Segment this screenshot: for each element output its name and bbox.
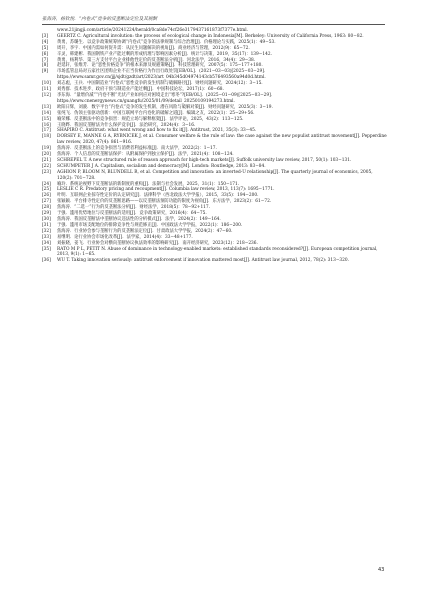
reference-number: [12] [42,92,51,98]
reference-number: [16] [42,122,51,128]
reference-number: [24] [42,181,51,187]
reference-text: 于强．滥用市场支配地位的排除竞争性与规范修正[J]．中国政法大学学报，2022(1)：186−200. [57,222,243,228]
reference-number: [23] [42,169,51,175]
reference-continuation: www.21jingji.com/article/20241224/herald/0ca8de74cf26e3179437161873f7377e.html. [57,28,248,33]
reference-text: AGHION P, BLOOM N, BLUNDELL R, et al. Competition and innovation: an inverted-U relationship[J]. The quarterly journal of economics, 2005, 120(2): 701−728. [57,169,373,181]
reference-text: 喻荣娜．反垄断法中的竞争损害：规范立场与解释框架[J]．法学评论，2025，43(2)：113−125. [57,116,244,122]
reference-text: 赵延轩，张维芳．论“恶性价格竞争”的根本来源及规避策略[J]．科技管理研究，2007(5)：175−177+180. [57,63,263,69]
reference-number: [7] [42,57,49,63]
reference-list [42,28,387,264]
reference-number: [28] [42,205,51,211]
reference-number: [13] [42,104,51,110]
reference-number: [25] [42,187,51,193]
reference-number: [3] [42,33,49,39]
reference-text: 刘振晓，姜飞．行业协会对横向垄断协议执法效率的影响研究[J]．南开经济研究，2023(12)：218−236. [57,240,258,246]
reference-item [42,69,387,81]
reference-text: LESLIE C R. Predatory pricing and recoupment[J]. Columbia law review, 2013, 113(7): 1695−1771. [57,187,275,193]
reference-text: SCHREPEL T. A new structured rule of reason approach for high-tech markets[J]. Suffolk university law review, 2017, 50(1): 103−131. [57,157,352,163]
reference-number: [33] [42,234,51,240]
reference-number: [21] [42,157,51,163]
reference-number: [10] [42,81,51,87]
page-number: 43 [378,567,385,573]
reference-text: 刘志彪，王兵．中国制造业“内卷式”恶性竞争的发生机制与破解路径[J]．财经问题研究，2024(12)：3−15. [57,81,263,87]
reference-item [42,134,387,146]
reference-text: DORSEY E, MANNE G A, RYBNICEK J, et al. Consumer welfare & the rule of law: the case against the new populist antitrust movement[J]. Pepperdine law review, 2020, 47(4): 861−916. [57,134,387,146]
reference-number: [11] [42,87,51,93]
reference-item [42,247,387,259]
reference-number: [6] [42,51,49,57]
reference-text: 黄勇，苏璐生．以竞争政策统筹协调“内卷式”竞争的法律规制与综合治理[J]．价格理论与实践，2025(1)：49−53. [57,39,276,45]
reference-number: [18] [42,134,51,140]
reference-text: 焦海涛．反垄断法上的竞争损害与消费者利益标准[J]．南大法学，2022(2)：1−17. [57,146,217,152]
reference-text: 叶明．互联网企业掠夺性定价的认定研究[J]．法律科学（西北政法大学学报），2015，33(5)：194−200. [57,193,259,199]
reference-item [42,258,387,264]
reference-text: 焦海涛．我国反垄断法中垄断协议违法性的分析模式[J]．法学，2024(2)：149−164. [57,217,221,222]
reference-text: 于强．滥用优势地位与反垄断法的适用[J]．竞争政策研究，2016(4)：64−75. [57,211,207,217]
reference-number: [19] [42,146,51,152]
reference-number: [27] [42,199,51,205]
reference-number: [9] [42,69,49,75]
reference-text: 刘秀群．技术进步、政府干预与制造业产能过剩[J]．中国科技论坛，2017(1)：60−68. [57,87,224,93]
reference-number: [17] [42,128,51,134]
reference-text: SCHUMPETER J A. Capitalism, socialism and democracy[M]. London: Routledge, 2013: 83−84. [57,163,266,169]
reference-text: GEERTZ C. Agricultural involution: the process of ecological change in Indonesia[M]. Berkeley: University of California Press, 1963: 80−82. [57,33,364,39]
reference-text: 张纯飞．伪领主张驱动创新：中国互联网平台内卷化的破解之道[J]．编辑之友，2022(1)：25−29+56. [57,110,255,116]
reference-text: 欧阳日辉，刘骏．数字平台“内卷式”竞争的发生机制、潜在风险与破解对策[J]．财经问题研究，2025(3)：3−19. [57,104,273,110]
reference-text: 周开，李宇．中国内需如何促升需：从民生问题解决的视角[J]．商业经济与管理，2012(9)：65−72. [57,45,250,51]
reference-text: 李东海．“量增价减”“内卷不断”光伏产业如何应对困境走出“寒冬”?[EB/OL]．(2025−01−09)[2025−03−29]．https://www.cnenergynews.cn/guangfu/2025/01/09/detail_20250109194273.html. [57,92,276,104]
running-header: 张海涛，杨钦悦．“内卷式”竞争的反垄断法定位及其规制 [42,17,158,22]
reference-text: 张颖颖．平台排寺性定价的反垄断思路——以反垄断法预防功能的限度为视角[J]．东方法学，2023(2)：61−72. [57,199,272,205]
reference-text: 市场监管总局对五家社区团购企业不正当价格行为作出行政处罚[EB/OL]．(2021−03−03)[2025−03−29]．https://www.samr.gov.cn/jjj/sjdt/gzdt/art/2023/art_04b345d04974143cb576493560a94d0d.html. [57,69,269,81]
reference-item [42,93,387,105]
reference-text: 喻玲．系统论视野下反垄断法的新制度的重构[J]．法制与社会发展，2025，31(1)：150−171. [57,181,240,187]
reference-number: [22] [42,163,51,169]
reference-number: [32] [42,228,51,234]
reference-text: 焦海涛．个人信息的反垄断法保护：从附属保护到独立保护[J]．法学，2021(4)：108−124. [57,152,234,158]
reference-number: [26] [42,193,51,199]
reference-item [42,170,387,182]
reference-number: [35] [42,246,51,252]
reference-text: SHAPIRO C. Antitrust: what went wrong and how to fix it[J]. Antitrust, 2021, 35(3): 33−45. [57,128,257,134]
reference-number: [4] [42,39,49,45]
reference-number: [14] [42,110,51,116]
reference-number: [29] [42,211,51,217]
reference-number: [34] [42,240,51,246]
reference-text: WU T. Taking innovation seriously: antitrust enforcement if innovation mattered most[J]. Antitrust law journal, 2012, 78(2): 313−320. [57,258,349,264]
header-rule [42,24,385,25]
reference-text: 焦海涛．“二选一”行为的反垄断法分析[J]．财经法学，2018(5)：78−92+117. [57,205,211,211]
reference-number: [36] [42,258,51,264]
reference-text: 黄勇，杨利华．第三方支付平台企业排他性定价的反垄断法分析[J]．河北法学，2016，34(4)：29−38. [57,57,256,63]
reference-number: [5] [42,45,49,51]
reference-number: [31] [42,222,51,228]
reference-text: 王晓晔．我国反垄断法为什么保护竞争[J]．法治研究，2024(4)：3−16. [57,122,196,128]
reference-number: [30] [42,217,51,222]
reference-text: 辛灵，韩建彬．我国钢铁产业产能过剩的形成机理与影响因素分析[J]．统计与决策，2019，35(17)：139−142. [57,51,272,57]
reference-number: [20] [42,152,51,158]
reference-text: 易继明．论行业协会市场化改革[J]．法学家，2014(4)：33−48+177. [57,234,193,240]
reference-text: RATO M P L, PETIT N. Abuse of dominance in technology-enabled markets: established standards reconsidered?[J]. European competition journal, 2013, 9(1): 1−65. [57,246,378,258]
reference-number: [15] [42,116,51,122]
reference-number: [8] [42,63,49,69]
reference-text: 焦海涛．行业协会参与垄断行为的反垄断法定位[J]．甘肃政法大学学报，2024(2)：47−60. [57,228,233,234]
